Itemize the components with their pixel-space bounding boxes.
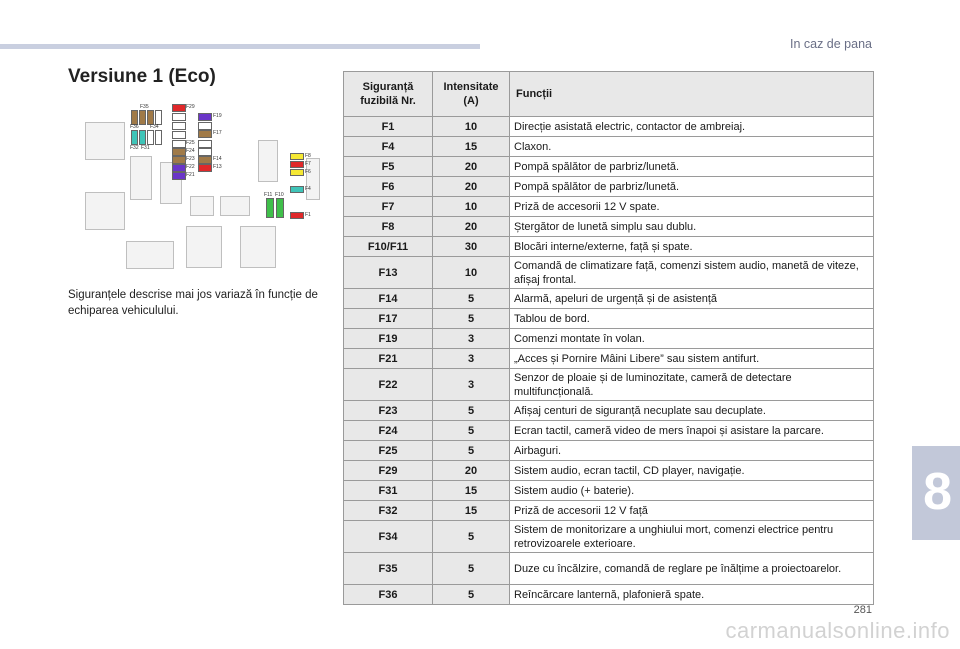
fuse-red (290, 161, 304, 168)
fuse-number: F8 (344, 217, 433, 237)
function-text: Afișaj centuri de siguranță necuplate sau decuplate. (510, 401, 874, 421)
table-row (344, 585, 874, 605)
fuse-number: F35 (344, 553, 433, 585)
fuse-empty (172, 122, 186, 130)
fuse-teal (131, 130, 138, 145)
table-row (344, 349, 874, 369)
amperage: 5 (433, 289, 510, 309)
table-row (344, 117, 874, 137)
fuse-box-diagram (80, 100, 320, 272)
fuse-number: F24 (344, 421, 433, 441)
page-title: Versiune 1 (Eco) (68, 66, 216, 87)
table-row (344, 329, 874, 349)
function-text: Duze cu încălzire, comandă de reglare pe înălțime a proiectoarelor. (510, 553, 874, 585)
table-row (344, 137, 874, 157)
amperage: 15 (433, 481, 510, 501)
table-row (344, 237, 874, 257)
amperage: 5 (433, 401, 510, 421)
fuse-purple (172, 172, 186, 180)
fuse-table (343, 71, 874, 605)
label-f21: F21 (186, 172, 195, 178)
label-f35: F35 (140, 104, 149, 110)
housing (85, 192, 125, 230)
function-text: Comandă de climatizare față, comenzi sistem audio, manetă de viteze, afișaj frontal. (510, 257, 874, 289)
fuse-number: F5 (344, 157, 433, 177)
fuse-green (276, 198, 284, 218)
label-f34: F34 (150, 124, 159, 130)
label-f6: F6 (305, 169, 311, 175)
table-row (344, 441, 874, 461)
function-text: Sistem audio, ecran tactil, CD player, navigație. (510, 461, 874, 481)
fuse-number: F17 (344, 309, 433, 329)
fuse-teal (290, 186, 304, 193)
chapter-number: 8 (923, 463, 952, 521)
fuse-purple (172, 164, 186, 172)
label-f29: F29 (186, 104, 195, 110)
label-f13: F13 (213, 164, 222, 170)
table-row (344, 157, 874, 177)
amperage: 5 (433, 421, 510, 441)
fuse-number: F23 (344, 401, 433, 421)
fuse-empty (172, 131, 186, 139)
fuse-brown (147, 110, 154, 125)
description-text: Siguranțele descrise mai jos variază în funcție de echiparea vehiculului. (68, 289, 318, 317)
amperage: 3 (433, 329, 510, 349)
label-f7: F7 (305, 161, 311, 167)
fuse-brown (139, 110, 146, 125)
table-row (344, 257, 874, 289)
amperage: 5 (433, 585, 510, 605)
function-text: Pompă spălător de parbriz/lunetă. (510, 177, 874, 197)
function-text: Claxon. (510, 137, 874, 157)
fuse-empty (198, 148, 212, 156)
fuse-number: F21 (344, 349, 433, 369)
fuse-empty (147, 130, 154, 145)
amperage: 20 (433, 157, 510, 177)
amperage: 5 (433, 521, 510, 553)
housing (186, 226, 222, 268)
fuse-empty (198, 140, 212, 148)
amperage: 10 (433, 197, 510, 217)
housing (220, 196, 250, 216)
fuse-number: F34 (344, 521, 433, 553)
fuse-number: F14 (344, 289, 433, 309)
fuse-empty (198, 122, 212, 130)
fuse-number: F10/F11 (344, 237, 433, 257)
fuse-number: F13 (344, 257, 433, 289)
table-row (344, 421, 874, 441)
label-f4: F4 (305, 186, 311, 192)
table-row (344, 501, 874, 521)
amperage: 15 (433, 501, 510, 521)
section-title: In caz de pana (789, 37, 872, 51)
label-f25: F25 (186, 140, 195, 146)
amperage: 5 (433, 441, 510, 461)
fuse-brown (198, 130, 212, 138)
amperage: 3 (433, 369, 510, 401)
fuse-number: F19 (344, 329, 433, 349)
fuse-red (198, 164, 212, 172)
fuse-brown (172, 148, 186, 156)
function-text: Blocări interne/externe, față și spate. (510, 237, 874, 257)
fuse-number: F31 (344, 481, 433, 501)
amperage: 10 (433, 257, 510, 289)
table-row (344, 521, 874, 553)
fuse-number: F4 (344, 137, 433, 157)
function-text: Comenzi montate în volan. (510, 329, 874, 349)
label-f36: F36 (130, 124, 139, 130)
label-f22: F22 (186, 164, 195, 170)
housing (130, 156, 152, 200)
function-text: Sistem audio (+ baterie). (510, 481, 874, 501)
fuse-red (172, 104, 186, 112)
function-text: Tablou de bord. (510, 309, 874, 329)
fuse-brown (172, 156, 186, 164)
function-text: Sistem de monitorizare a unghiului mort, comenzi electrice pentru retrovizoarele exterioare. (510, 521, 874, 553)
function-text: Ecran tactil, cameră video de mers înapoi și asistare la parcare. (510, 421, 874, 441)
amperage: 5 (433, 553, 510, 585)
function-text: Airbaguri. (510, 441, 874, 461)
fuse-empty (155, 110, 162, 125)
fuse-empty (172, 140, 186, 148)
fuse-empty (155, 130, 162, 145)
table-row (344, 369, 874, 401)
housing (240, 226, 276, 268)
header-bar (0, 44, 480, 49)
fuse-number: F7 (344, 197, 433, 217)
fuse-yellow (290, 169, 304, 176)
label-f24: F24 (186, 148, 195, 154)
fuse-green (266, 198, 274, 218)
label-f19: F19 (213, 113, 222, 119)
fuse-brown (198, 156, 212, 164)
fuse-empty (172, 113, 186, 121)
function-text: „Acces și Pornire Mâini Libere” sau sistem antifurt. (510, 349, 874, 369)
fuse-teal (139, 130, 146, 145)
function-text: Priză de accesorii 12 V față (510, 501, 874, 521)
function-text: Pompă spălător de parbriz/lunetă. (510, 157, 874, 177)
table-row (344, 401, 874, 421)
fuse-number: F32 (344, 501, 433, 521)
label-f11: F11 (264, 192, 273, 198)
housing (85, 122, 125, 160)
label-f31: F31 (141, 145, 150, 151)
housing (190, 196, 214, 216)
amperage: 5 (433, 309, 510, 329)
amperage: 10 (433, 117, 510, 137)
label-f14: F14 (213, 156, 222, 162)
amperage: 20 (433, 461, 510, 481)
page-number: 281 (853, 604, 872, 616)
fuse-number: F6 (344, 177, 433, 197)
amperage: 20 (433, 217, 510, 237)
fuse-number: F29 (344, 461, 433, 481)
fuse-number: F1 (344, 117, 433, 137)
table-row (344, 309, 874, 329)
housing (258, 140, 278, 182)
label-f17: F17 (213, 130, 222, 136)
amperage: 15 (433, 137, 510, 157)
fuse-purple (198, 113, 212, 121)
label-f10: F10 (275, 192, 284, 198)
label-f8: F8 (305, 153, 311, 159)
function-text: Priză de accesorii 12 V spate. (510, 197, 874, 217)
watermark: carmanualsonline.info (725, 618, 950, 643)
table-row (344, 217, 874, 237)
function-text: Reîncărcare lanternă, plafonieră spate. (510, 585, 874, 605)
table-row (344, 553, 874, 585)
header-fuse-number: Siguranță fuzibilă Nr. (344, 72, 433, 117)
fuse-yellow (290, 153, 304, 160)
table-row (344, 197, 874, 217)
fuse-brown (131, 110, 138, 125)
table-row (344, 289, 874, 309)
function-text: Ștergător de lunetă simplu sau dublu. (510, 217, 874, 237)
function-text: Senzor de ploaie și de luminozitate, cameră de detectare multifuncțională. (510, 369, 874, 401)
table-row (344, 481, 874, 501)
fuse-number: F22 (344, 369, 433, 401)
label-f1: F1 (305, 212, 311, 218)
function-text: Direcție asistată electric, contactor de ambreiaj. (510, 117, 874, 137)
function-text: Alarmă, apeluri de urgență și de asistență (510, 289, 874, 309)
table-row (344, 461, 874, 481)
label-f32: F32 (130, 145, 139, 151)
fuse-number: F36 (344, 585, 433, 605)
header-amperage: Intensitate (A) (433, 72, 510, 117)
label-f23: F23 (186, 156, 195, 162)
amperage: 20 (433, 177, 510, 197)
amperage: 3 (433, 349, 510, 369)
housing (126, 241, 174, 269)
fuse-number: F25 (344, 441, 433, 461)
fuse-red (290, 212, 304, 219)
table-row (344, 177, 874, 197)
header-functions: Funcții (510, 72, 874, 117)
amperage: 30 (433, 237, 510, 257)
